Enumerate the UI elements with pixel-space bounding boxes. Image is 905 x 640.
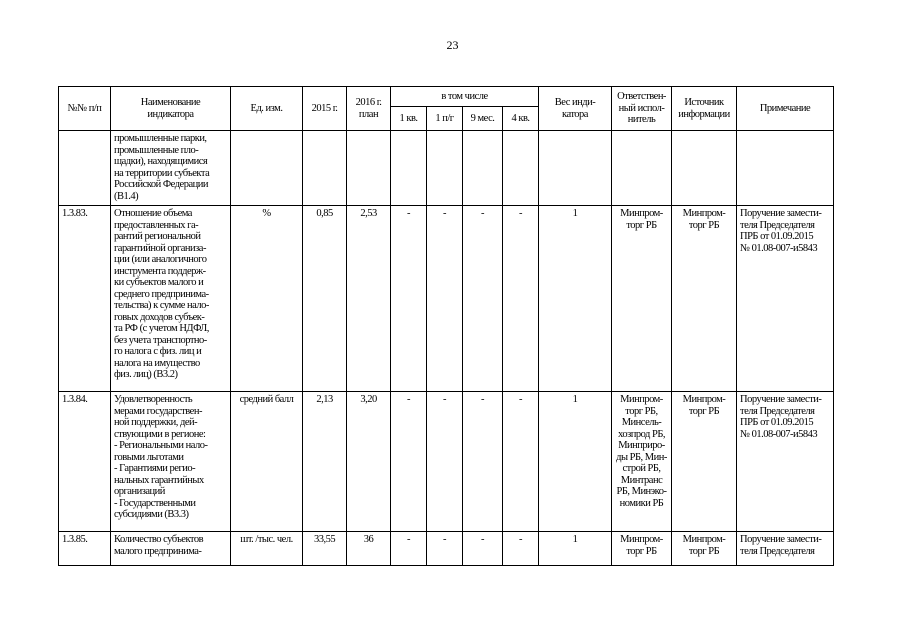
cell-2016: 36 bbox=[347, 532, 391, 566]
cell-num: 1.3.83. bbox=[59, 206, 111, 392]
cell-note: Поручение замести- теля Председателя bbox=[737, 532, 834, 566]
cell-2015: 0,85 bbox=[303, 206, 347, 392]
cell-weight: 1 bbox=[539, 206, 612, 392]
indicators-table bbox=[58, 86, 834, 566]
cell-name: Отношение объема предоставленных га- рантий региональной гарантийной организа- ции (или аналогичного инструмента поддерж- ки субъектов малого и среднего предпринима- тельства) к сумме нало- говых доходов субъек- та РФ (с учетом НДФЛ, без учета транспортно- го налога с физ. лиц и налога на имущество физ. лиц) (В3.2) bbox=[111, 206, 231, 392]
cell-responsible: Минпром- торг РБ bbox=[612, 532, 672, 566]
cell-unit: % bbox=[231, 206, 303, 392]
cell-2016: 3,20 bbox=[347, 392, 391, 532]
cell-2015: 33,55 bbox=[303, 532, 347, 566]
page-number: 23 bbox=[446, 38, 459, 52]
cell-unit bbox=[231, 131, 303, 206]
cell-2015 bbox=[303, 131, 347, 206]
table-row bbox=[59, 532, 834, 566]
table-row bbox=[59, 206, 834, 392]
header-unit: Ед. изм. bbox=[231, 87, 303, 131]
cell-weight: 1 bbox=[539, 532, 612, 566]
header-name: Наименование индикатора bbox=[111, 87, 231, 131]
cell-unit: средний балл bbox=[231, 392, 303, 532]
header-note: Примечание bbox=[737, 87, 834, 131]
header-row-top bbox=[59, 87, 834, 107]
header-9m: 9 мес. bbox=[463, 107, 503, 131]
cell-source: Минпром- торг РБ bbox=[672, 206, 737, 392]
cell-num bbox=[59, 131, 111, 206]
table-row bbox=[59, 131, 834, 206]
cell-q4: - bbox=[503, 532, 539, 566]
cell-q1: - bbox=[391, 392, 427, 532]
cell-num: 1.3.84. bbox=[59, 392, 111, 532]
cell-name: промышленные парки, промышленные пло- щадки), находящимися на территории субъекта Российской Федерации (В1.4) bbox=[111, 131, 231, 206]
header-num: №№ п/п bbox=[59, 87, 111, 131]
cell-name: Удовлетворенность мерами государствен- ной поддержки, дей- ствующими в регионе: - Региональными нало- говыми льготами - Гарантиями регио- нальных гарантийных организаций - Государственными субсидиями (В3.3) bbox=[111, 392, 231, 532]
header-including: в том числе bbox=[391, 87, 539, 107]
cell-9m bbox=[463, 131, 503, 206]
cell-responsible: Минпром- торг РБ, Минсель- хозпрод РБ, Минприро- ды РБ, Мин- строй РБ, Минтранс РБ, Минэко- номики РБ bbox=[612, 392, 672, 532]
cell-note: Поручение замести- теля Председателя ПРБ от 01.09.2015 № 01.08-007-и5843 bbox=[737, 206, 834, 392]
cell-h1: - bbox=[427, 532, 463, 566]
cell-h1: - bbox=[427, 392, 463, 532]
cell-9m: - bbox=[463, 206, 503, 392]
cell-source: Минпром- торг РБ bbox=[672, 532, 737, 566]
cell-q4: - bbox=[503, 392, 539, 532]
cell-source bbox=[672, 131, 737, 206]
cell-9m: - bbox=[463, 532, 503, 566]
cell-name: Количество субъектов малого предпринима- bbox=[111, 532, 231, 566]
cell-note: Поручение замести- теля Председателя ПРБ от 01.09.2015 № 01.08-007-и5843 bbox=[737, 392, 834, 532]
cell-responsible bbox=[612, 131, 672, 206]
cell-h1: - bbox=[427, 206, 463, 392]
cell-weight bbox=[539, 131, 612, 206]
header-2015: 2015 г. bbox=[303, 87, 347, 131]
header-weight: Вес инди- катора bbox=[539, 87, 612, 131]
table-row bbox=[59, 392, 834, 532]
cell-q1: - bbox=[391, 532, 427, 566]
header-source: Источник информации bbox=[672, 87, 737, 131]
header-responsible: Ответствен- ный испол- нитель bbox=[612, 87, 672, 131]
header-q4: 4 кв. bbox=[503, 107, 539, 131]
cell-unit: шт. /тыс. чел. bbox=[231, 532, 303, 566]
cell-q1: - bbox=[391, 206, 427, 392]
header-q1: 1 кв. bbox=[391, 107, 427, 131]
cell-q1 bbox=[391, 131, 427, 206]
cell-2015: 2,13 bbox=[303, 392, 347, 532]
cell-2016: 2,53 bbox=[347, 206, 391, 392]
cell-source: Минпром- торг РБ bbox=[672, 392, 737, 532]
cell-2016 bbox=[347, 131, 391, 206]
cell-num: 1.3.85. bbox=[59, 532, 111, 566]
cell-note bbox=[737, 131, 834, 206]
header-2016-plan: 2016 г. план bbox=[347, 87, 391, 131]
cell-responsible: Минпром- торг РБ bbox=[612, 206, 672, 392]
header-h1: 1 п/г bbox=[427, 107, 463, 131]
cell-weight: 1 bbox=[539, 392, 612, 532]
cell-h1 bbox=[427, 131, 463, 206]
cell-q4 bbox=[503, 131, 539, 206]
cell-q4: - bbox=[503, 206, 539, 392]
cell-9m: - bbox=[463, 392, 503, 532]
